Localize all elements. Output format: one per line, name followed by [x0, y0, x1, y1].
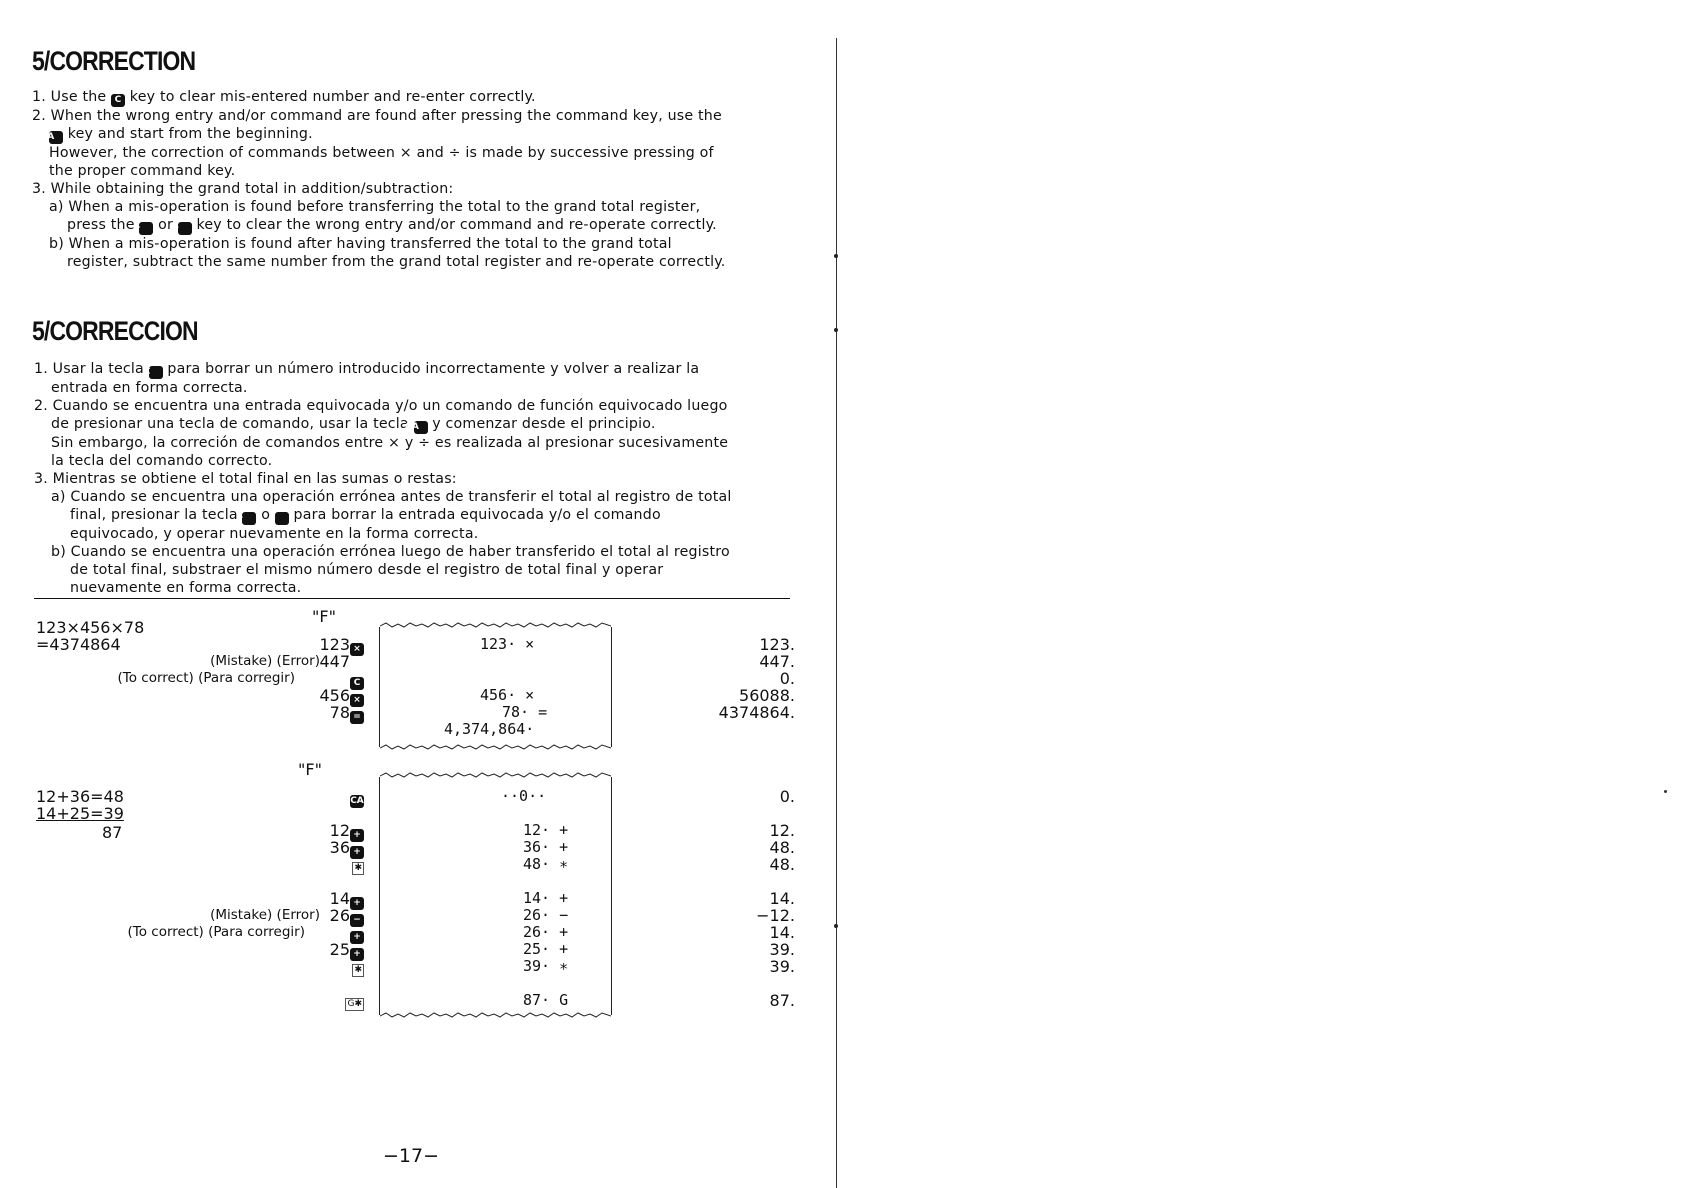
- ex1-mode: "F": [312, 607, 336, 626]
- ex2-tape: [379, 777, 612, 1015]
- english-title: 5/CORRECTION: [32, 46, 196, 76]
- ex1-mistake-label: (Mistake) (Error): [210, 653, 320, 669]
- ex1-problem-line1: 123×456×78: [36, 618, 145, 637]
- ex2-key-row: 12 +: [300, 822, 364, 842]
- ca-key-icon: CA: [350, 796, 364, 806]
- display-value: 48.: [769, 838, 795, 857]
- tape-line: 39· ∗: [523, 957, 569, 975]
- ex1-tape: [379, 627, 612, 747]
- minus-key-icon: −: [275, 512, 289, 525]
- ex2-problem-line2: 14+25=39: [36, 804, 124, 823]
- speck: [834, 924, 838, 928]
- speck: [834, 328, 838, 332]
- grand-total-key-icon: G✱: [347, 999, 362, 1009]
- tape-tear-bottom: [380, 744, 611, 752]
- en-sub-b: b) When a mis-operation is found after having transferred the total to the grand total register, subtract the same number from the grand total register and re-operate correctly.: [49, 236, 726, 270]
- c-key-icon: C: [149, 366, 163, 379]
- plus-key-icon: +: [242, 512, 256, 525]
- display-value: 123.: [759, 635, 795, 654]
- plus-key-icon: +: [350, 931, 364, 944]
- tape-line: 25· +: [523, 940, 569, 958]
- display-value: 14.: [769, 923, 795, 942]
- display-value: 0.: [779, 787, 795, 806]
- plus-key-icon: +: [350, 829, 364, 842]
- ex2-key-row: 36 +: [300, 839, 364, 859]
- ex2-key-row: 26 −: [300, 907, 364, 927]
- en-item-2-extra: However, the correction of commands between × and ÷ is made by successive pressing of the proper command key.: [49, 145, 714, 179]
- tape-line: 87· G: [523, 991, 569, 1009]
- ex1-key-row: 123 ×: [300, 636, 364, 656]
- ex1-correct-label: (To correct) (Para corregir): [117, 670, 295, 686]
- display-value: 12.: [769, 821, 795, 840]
- display-value: 39.: [769, 940, 795, 959]
- ex2-mistake-label: (Mistake) (Error): [210, 907, 320, 923]
- tape-line: 14· +: [523, 889, 569, 907]
- es-sub-a: a) Cuando se encuentra una operación errónea antes de transferir el total al registro de total final, presionar la tecla + o − para borrar la entrada equivocada y/o el comando equivocado, y operar nuevamente en la forma correcta.: [51, 489, 732, 542]
- c-key-icon: C: [350, 677, 364, 690]
- times-key-icon: ×: [350, 643, 364, 656]
- en-sub-a: a) When a mis-operation is found before transferring the total to the grand total register, press the + or − key to clear the wrong entry and/or command and re-operate correctly.: [49, 199, 717, 233]
- ex2-key-row: [300, 992, 364, 1011]
- display-value: 4374864.: [718, 703, 795, 722]
- speck: [834, 254, 838, 258]
- times-key-icon: ×: [350, 694, 364, 707]
- ex2-problem-line1: 12+36=48: [36, 787, 124, 806]
- ex1-key-row: 78 =: [300, 704, 364, 724]
- tape-tear-top: [380, 772, 611, 780]
- tape-line: 26· −: [523, 906, 569, 924]
- display-value: 0.: [779, 669, 795, 688]
- ex1-key-row: 447: [319, 652, 350, 671]
- ex2-key-row: [300, 958, 364, 977]
- tape-line: 4,374,864·: [444, 720, 535, 738]
- page-spine: [836, 38, 837, 1188]
- es-item-2-extra: Sin embargo, la correción de comandos entre × y ÷ es realizada al presionar sucesivamente la tecla del comando correcto.: [51, 435, 729, 469]
- es-sub-b: b) Cuando se encuentra una operación errónea luego de haber transferido el total al registro de total final, substraer el mismo número desde el registro de total final y operar nuevamente en forma correcta.: [51, 544, 730, 596]
- tape-line: 123· ×: [480, 635, 535, 653]
- plus-key-icon: +: [350, 897, 364, 910]
- equals-key-icon: =: [350, 711, 364, 724]
- spanish-title: 5/CORRECCION: [32, 316, 198, 346]
- ca-key-icon: CA: [49, 131, 63, 144]
- tape-line: 48· ∗: [523, 855, 569, 873]
- tape-line: 78· =: [502, 703, 548, 721]
- ex2-key-row: [300, 788, 364, 808]
- es-item-1: 1. Usar la tecla C para borrar un número introducido incorrectamente y volver a realizar la entrada en forma correcta.: [34, 361, 700, 396]
- minus-key-icon: −: [178, 222, 192, 235]
- ex2-correct-label: (To correct) (Para corregir): [127, 924, 305, 940]
- total-key-icon: ✱: [354, 863, 362, 873]
- total-key-icon: ✱: [354, 965, 362, 975]
- en-item-2: 2. When the wrong entry and/or command are found after pressing the command key, use the CA key and start from the beginning.: [32, 108, 722, 142]
- speck: [1664, 790, 1667, 793]
- ex2-mode: "F": [298, 760, 322, 779]
- ex2-key-row: 25 +: [300, 941, 364, 961]
- display-value: 87.: [769, 991, 795, 1010]
- tape-line: 36· +: [523, 838, 569, 856]
- plus-key-icon: +: [139, 222, 153, 235]
- display-value: 14.: [769, 889, 795, 908]
- plus-key-icon: +: [350, 846, 364, 859]
- en-item-1: 1. Use the C key to clear mis-entered number and re-enter correctly.: [32, 89, 536, 105]
- display-value: 447.: [759, 652, 795, 671]
- plus-key-icon: +: [350, 948, 364, 961]
- ca-key-icon: CA: [414, 421, 428, 434]
- ex2-problem-total: 87: [102, 823, 123, 842]
- en-item-3: 3. While obtaining the grand total in addition/subtraction:: [32, 181, 454, 197]
- divider: [34, 598, 790, 599]
- tape-line: 26· +: [523, 923, 569, 941]
- english-body: [32, 88, 732, 271]
- display-value: −12.: [756, 906, 795, 925]
- display-value: 48.: [769, 855, 795, 874]
- display-value: 56088.: [739, 686, 795, 705]
- ex2-key-row: [300, 856, 364, 875]
- ex1-key-row: 456 ×: [300, 687, 364, 707]
- spanish-body: [34, 360, 734, 597]
- display-value: 39.: [769, 957, 795, 976]
- tape-tear-top: [380, 622, 611, 630]
- minus-key-icon: −: [350, 914, 364, 927]
- page-number: −17−: [383, 1145, 440, 1167]
- es-item-2: 2. Cuando se encuentra una entrada equivocada y/o un comando de función equivocado luego de presionar una tecla de comando, usar la tecla CA y comenzar desde el principio.: [34, 398, 728, 432]
- tape-line: 456· ×: [480, 686, 535, 704]
- ex1-problem-line2: =4374864: [36, 635, 121, 654]
- ex2-key-row: 14 +: [300, 890, 364, 910]
- tape-line: ··0··: [501, 787, 547, 805]
- tape-line: 12· +: [523, 821, 569, 839]
- es-item-3: 3. Mientras se obtiene el total final en las sumas o restas:: [34, 471, 457, 487]
- tape-tear-bottom: [380, 1012, 611, 1020]
- c-key-icon: C: [111, 94, 125, 107]
